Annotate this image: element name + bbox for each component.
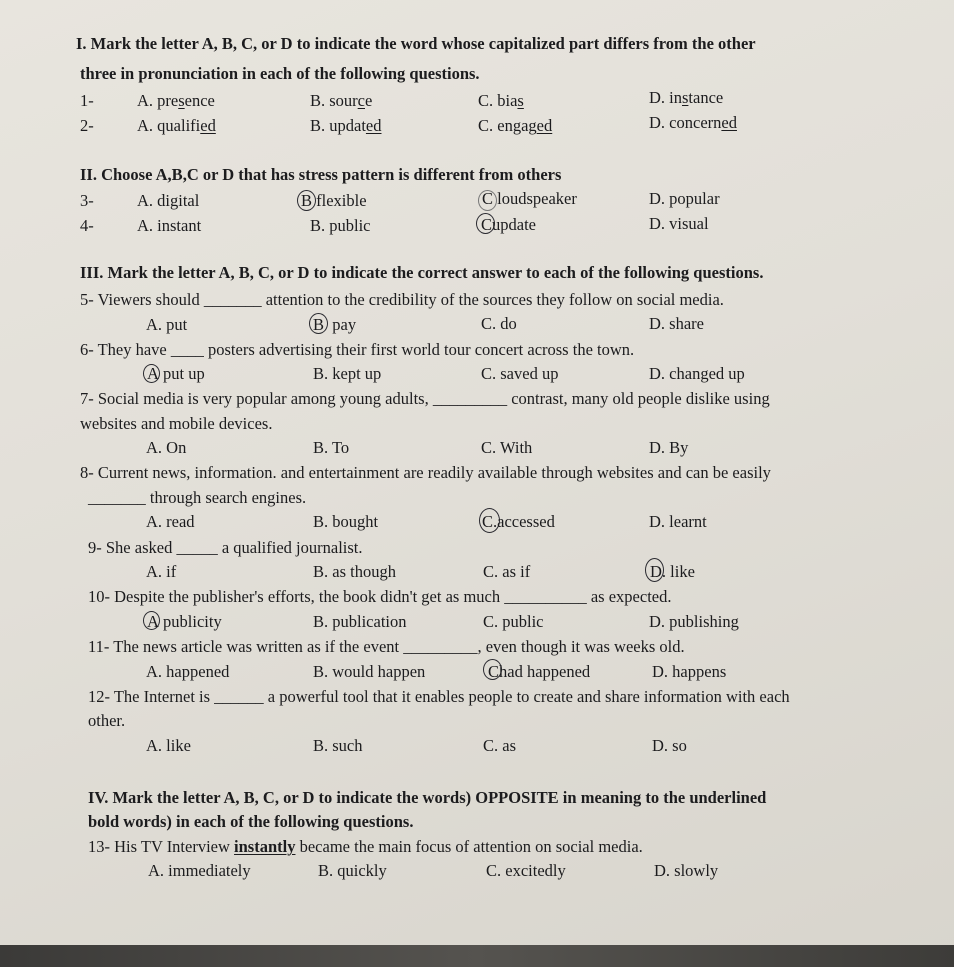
q5-option-a: A. put (146, 315, 188, 334)
q5-stem: 5- Viewers should _______ attention to the credibility of the sources they follow on social media. (80, 290, 724, 309)
q10-stem: 10- Despite the publisher's efforts, the book didn't get as much __________ as expected. (88, 587, 672, 606)
q7-option-c: C. With (481, 438, 533, 457)
q8-option-b: B. bought (313, 512, 379, 531)
q10-option-d: D. publishing (649, 612, 739, 631)
q11-option-a: A. happened (146, 662, 230, 681)
q1-option-b: B. source (310, 91, 373, 110)
q11-option-d: D. happens (652, 662, 727, 681)
q8-stem-line1: 8- Current news, information. and entertainment are readily available through websites and can be easily (80, 463, 771, 482)
q13-stem: 13- His TV Interview instantly became the main focus of attention on social media. (88, 837, 643, 856)
desk-edge (0, 945, 954, 967)
q1-option-a: A. presence (137, 91, 215, 110)
q5-option-d: D. share (649, 314, 704, 333)
q8-option-a: A. read (146, 512, 195, 531)
q13-option-c: C. excitedly (486, 861, 566, 880)
q11-stem: 11- The news article was written as if the event _________, even though it was weeks old. (88, 637, 685, 656)
q4-option-d: D. visual (649, 214, 709, 233)
q6-option-a: A put up (147, 364, 205, 383)
q1-number: 1- (80, 91, 94, 110)
q7-stem-line1: 7- Social media is very popular among young adults, _________ contrast, many old people dislike using (80, 389, 770, 408)
q12-option-c: C. as (483, 736, 516, 755)
q12-stem-line2: other. (88, 711, 126, 730)
section3-title: III. Mark the letter A, B, C, or D to indicate the correct answer to each of the following questions. (80, 263, 764, 282)
q6-option-d: D. changed up (649, 364, 745, 383)
q9-option-d: D. like (650, 562, 695, 581)
q5-option-c: C. do (481, 314, 517, 333)
q6-option-b: B. kept up (313, 364, 382, 383)
q8-option-d: D. learnt (649, 512, 707, 531)
q4-option-b: B. public (310, 216, 371, 235)
q3-option-c: C loudspeaker (482, 189, 577, 208)
q3-option-a: A. digital (137, 191, 200, 210)
q4-option-c: Cupdate (481, 215, 536, 234)
q2-option-c: C. engaged (478, 116, 553, 135)
q10-option-c: C. public (483, 612, 544, 631)
q9-option-b: B. as though (313, 562, 396, 581)
q10-option-a: A publicity (147, 612, 222, 631)
q5-option-b: B pay (313, 315, 357, 334)
q7-option-b: B. To (313, 438, 350, 457)
q13-option-b: B. quickly (318, 861, 387, 880)
q3-number: 3- (80, 191, 94, 210)
q7-stem-line2: websites and mobile devices. (80, 414, 273, 433)
q8-option-c: C.accessed (482, 512, 555, 531)
q9-option-a: A. if (146, 562, 177, 581)
q11-option-c: Chad happened (488, 662, 591, 681)
section1-title-line1: I. Mark the letter A, B, C, or D to indicate the word whose capitalized part differs from the other (76, 34, 756, 53)
q9-option-c: C. as if (483, 562, 531, 581)
section2-title: II. Choose A,B,C or D that has stress pattern is different from others (80, 165, 562, 184)
section4-title-line2: bold words) in each of the following questions. (88, 812, 414, 831)
q7-option-a: A. On (146, 438, 187, 457)
q2-number: 2- (80, 116, 94, 135)
q3-option-b: B flexible (301, 191, 367, 210)
q13-option-a: A. immediately (148, 861, 251, 880)
q2-option-a: A. qualified (137, 116, 216, 135)
q13-underlined-word: instantly (234, 837, 296, 856)
q4-option-a: A. instant (137, 216, 202, 235)
q12-stem-line1: 12- The Internet is ______ a powerful tool that it enables people to create and share information with each (88, 687, 790, 706)
q9-stem: 9- She asked _____ a qualified journalist. (88, 538, 363, 557)
q1-option-c: C. bias (478, 91, 524, 110)
section4-title-line1: IV. Mark the letter A, B, C, or D to indicate the words) OPPOSITE in meaning to the underlined (88, 788, 767, 807)
section1-title-line2: three in pronunciation in each of the following questions. (80, 64, 480, 83)
q4-number: 4- (80, 216, 94, 235)
q7-option-d: D. By (649, 438, 689, 457)
q10-option-b: B. publication (313, 612, 407, 631)
q12-option-d: D. so (652, 736, 687, 755)
q2-option-d: D. concerned (649, 113, 737, 132)
q8-stem-line2: _______ through search engines. (88, 488, 307, 507)
q1-option-d: D. instance (649, 88, 724, 107)
q3-option-d: D. popular (649, 189, 720, 208)
q11-option-b: B. would happen (313, 662, 426, 681)
q12-option-a: A. like (146, 736, 191, 755)
q2-option-b: B. updated (310, 116, 382, 135)
q13-option-d: D. slowly (654, 861, 719, 880)
q6-option-c: C. saved up (481, 364, 559, 383)
q6-stem: 6- They have ____ posters advertising their first world tour concert across the town. (80, 340, 635, 359)
q12-option-b: B. such (313, 736, 363, 755)
